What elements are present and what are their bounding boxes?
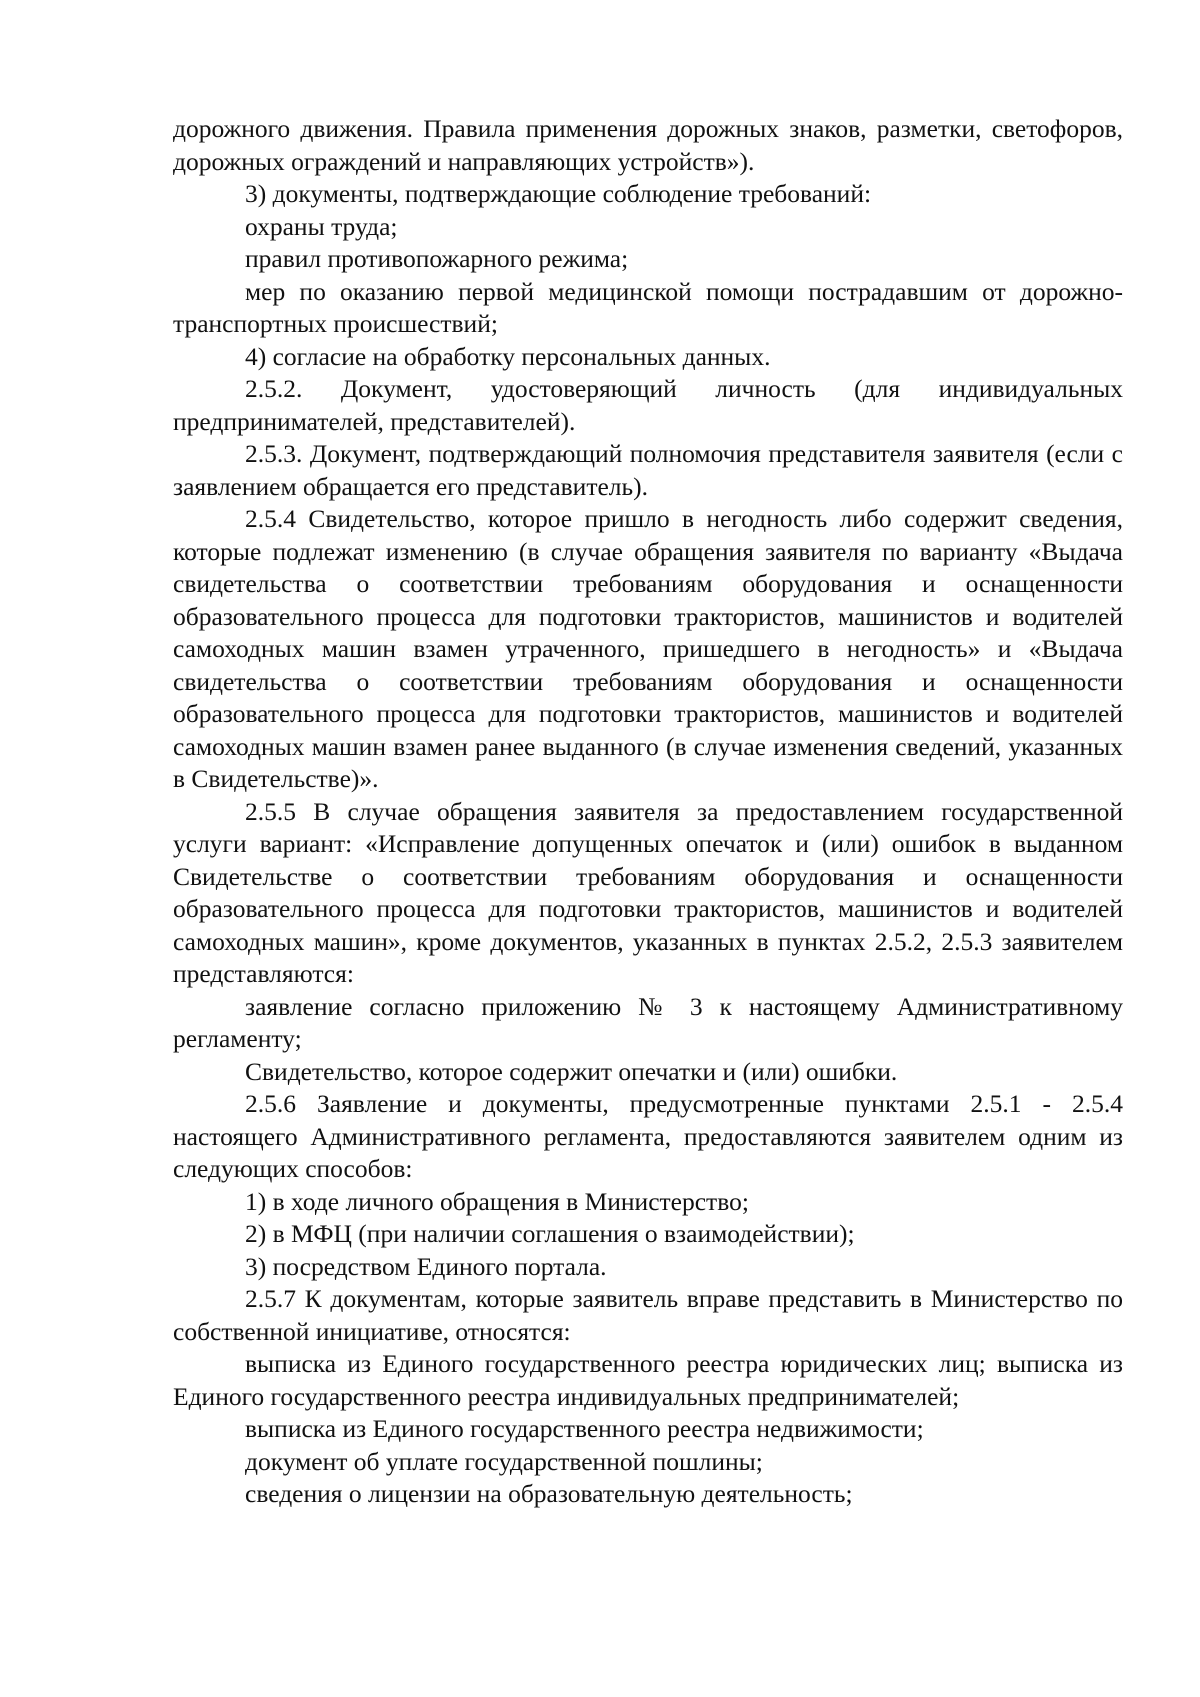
paragraph-2-5-6: 2.5.6 Заявление и документы, предусмотренные пунктами 2.5.1 - 2.5.4 настоящего Административного регламента, предоставляются заявителем одним из следующих способов: (173, 1089, 1123, 1183)
paragraph-certificate-with-errors: Свидетельство, которое содержит опечатки и (или) ошибки. (245, 1056, 898, 1086)
paragraph-method-portal: 3) посредством Единого портала. (245, 1251, 607, 1281)
paragraph-first-aid: мер по оказанию первой медицинской помощи пострадавшим от дорожно-транспортных происшествий; (173, 276, 1123, 338)
paragraph-real-estate-extract: выписка из Единого государственного реестра недвижимости; (245, 1414, 924, 1443)
paragraph-state-fee-document: документ об уплате государственной пошлины; (245, 1446, 763, 1476)
paragraph-item-3-documents: 3) документы, подтверждающие соблюдение требований: (245, 179, 872, 208)
paragraph-license-info: сведения о лицензии на образовательную деятельность; (245, 1479, 853, 1508)
paragraph-2-5-3: 2.5.3. Документ, подтверждающий полномочия представителя заявителя (если с заявлением обращается его представитель). (173, 439, 1123, 501)
paragraph-2-5-7: 2.5.7 К документам, которые заявитель вправе представить в Министерство по собственной инициативе, относятся: (173, 1284, 1123, 1346)
paragraph-labor-protection: охраны труда; (245, 211, 398, 241)
paragraph-2-5-2: 2.5.2. Документ, удостоверяющий личность (для индивидуальных предпринимателей, представителей). (173, 374, 1123, 436)
paragraph-fire-safety: правил противопожарного режима; (245, 244, 629, 273)
paragraph-method-personal-visit: 1) в ходе личного обращения в Министерство; (245, 1186, 749, 1216)
paragraph-registry-extracts: выписка из Единого государственного реестра юридических лиц; выписка из Единого государственного реестра индивидуальных предпринимателей; (173, 1349, 1123, 1411)
paragraph-application-appendix-3: заявление согласно приложению № 3 к настоящему Административному регламенту; (173, 991, 1123, 1053)
paragraph-2-5-4: 2.5.4 Свидетельство, которое пришло в негодность либо содержит сведения, которые подлежат изменению (в случае обращения заявителя по варианту «Выдача свидетельства о соответствии требованиям оборудования и оснащенности образовательного процесса для подготовки трактористов, машинистов и водителей самоходных машин взамен утраченного, пришедшего в негодность» и «Выдача свидетельства о соответствии требованиям оборудования и оснащенности образовательного процесса для подготовки трактористов, машинистов и водителей самоходных машин взамен ранее выданного (в случае изменения сведений, указанных в Свидетельстве)». (173, 504, 1123, 793)
paragraph-item-4-consent: 4) согласие на обработку персональных данных. (245, 341, 771, 371)
paragraph-road-rules-continuation: дорожного движения. Правила применения дорожных знаков, разметки, светофоров, дорожных ограждений и направляющих устройств»). (173, 114, 1123, 176)
document-page (173, 113, 1123, 1511)
paragraph-2-5-5: 2.5.5 В случае обращения заявителя за предоставлением государственной услуги вариант: «Исправление допущенных опечаток и (или) ошибок в выданном Свидетельстве о соответствии требованиям оборудования и оснащенности образовательного процесса для подготовки трактористов, машинистов и водителей самоходных машин», кроме документов, указанных в пунктах 2.5.2, 2.5.3 заявителем представляются: (173, 796, 1123, 988)
paragraph-method-mfc: 2) в МФЦ (при наличии соглашения о взаимодействии); (245, 1219, 855, 1248)
